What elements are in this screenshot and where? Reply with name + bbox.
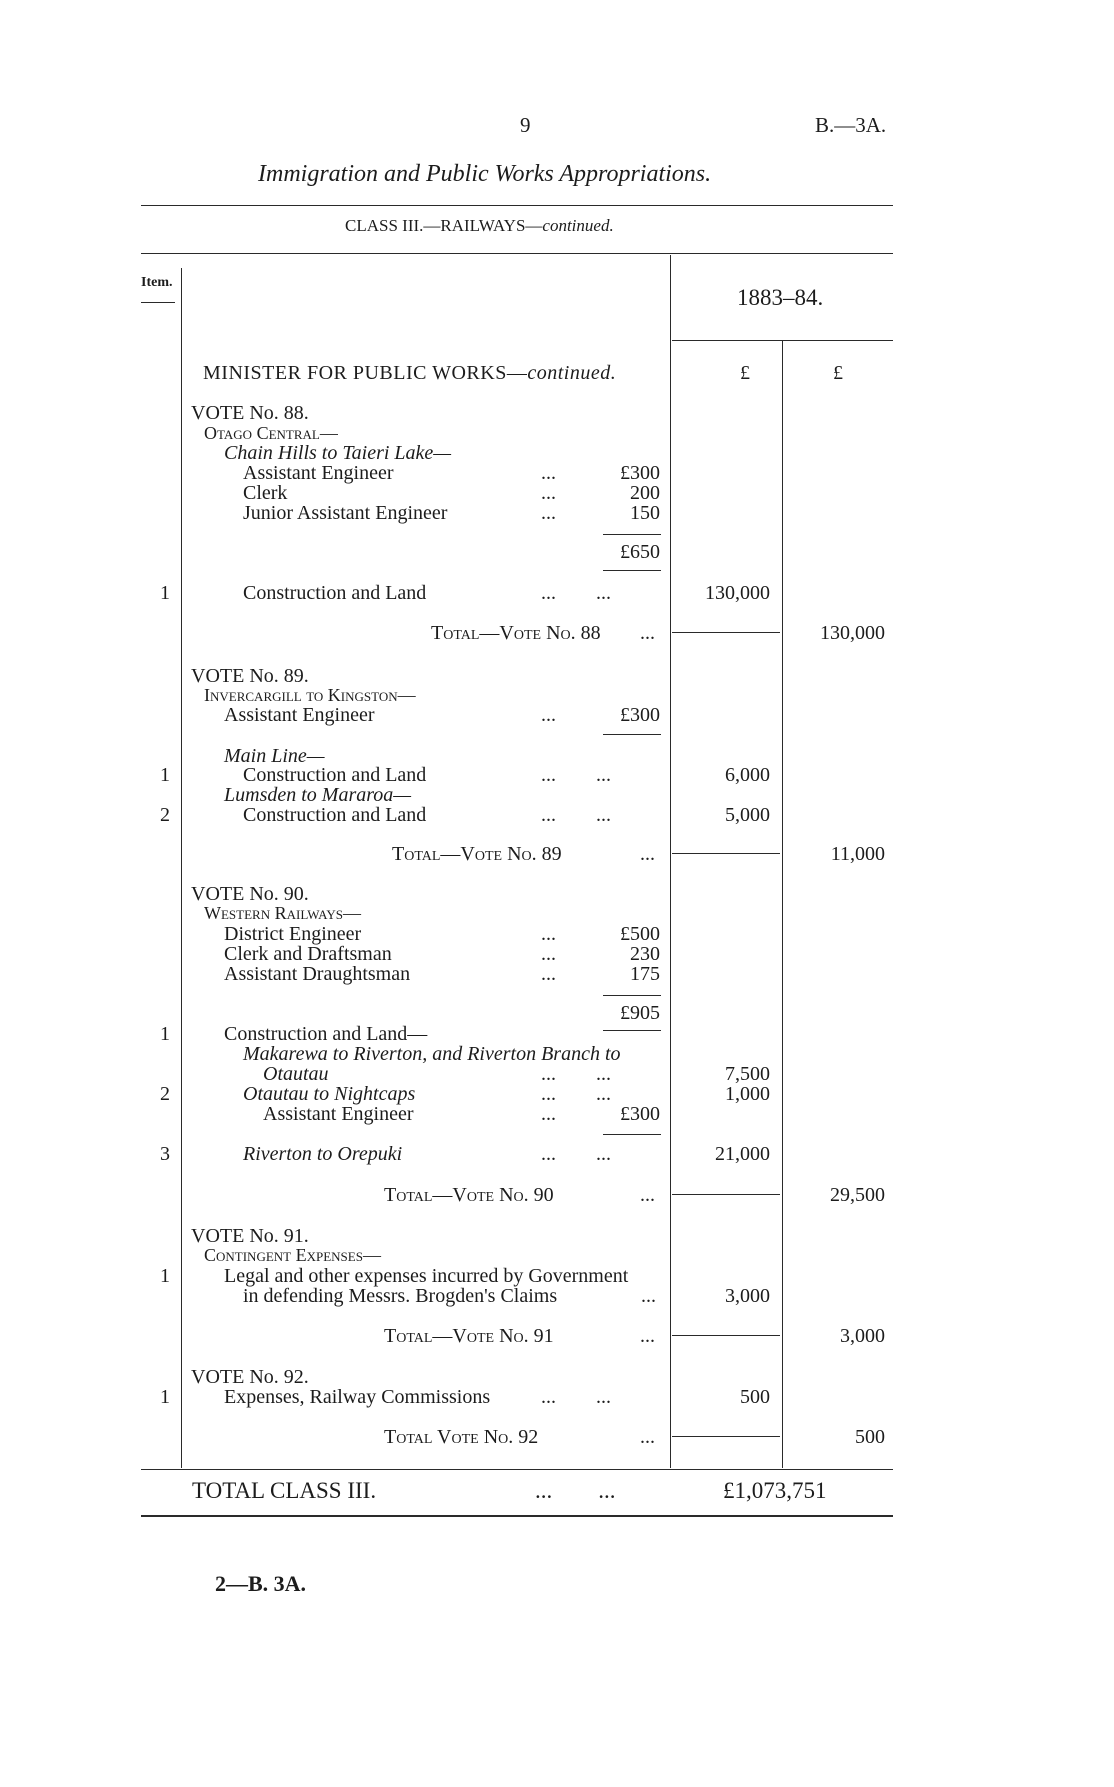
vote-88-staff-rule [603, 534, 661, 535]
vote-88-staff-label: Clerk [243, 482, 288, 504]
page-number: 9 [520, 113, 531, 137]
printer-signature: 2—B. 3A. [215, 1571, 307, 1596]
vote-91-line-2: in defending Messrs. Brogden's Claims [243, 1285, 558, 1307]
vote-89-item-1-number: 1 [160, 764, 170, 786]
vote-89-item-1-dots: ... ... [541, 764, 611, 786]
vote-88-item-dots: ... ... [541, 582, 611, 604]
vote-91-heading: VOTE No. 91. [191, 1225, 309, 1247]
vote-90-staff-amount: 230 [630, 943, 660, 965]
vote-92-item-amount: 500 [740, 1386, 770, 1408]
vote-90-item-3-number: 3 [160, 1143, 170, 1165]
vote-89-staff-label: Assistant Engineer [224, 704, 375, 726]
vote-91-amount: 3,000 [725, 1285, 770, 1307]
vote-90-total-dots: ... [640, 1184, 655, 1206]
vote-92-item-label: Expenses, Railway Commissions [224, 1386, 491, 1408]
item-column-header: Item. [141, 275, 173, 290]
vote-92-heading: VOTE No. 92. [191, 1366, 309, 1388]
vote-90-staff-total-rule [603, 1030, 661, 1031]
grand-total-amount: £1,073,751 [723, 1478, 827, 1503]
vote-90-total-amount: 29,500 [830, 1184, 885, 1206]
vote-91-total-amount: 3,000 [840, 1325, 885, 1347]
vote-88-staff-label: Junior Assistant Engineer [243, 502, 448, 524]
vote-90-nightcaps: Otautau to Nightcaps [243, 1083, 416, 1105]
vote-89-item-2-dots: ... ... [541, 804, 611, 826]
vote-89-heading: VOTE No. 89. [191, 665, 309, 687]
vote-91-subheading: Contingent Expenses— [204, 1245, 381, 1265]
vote-88-staff-total-rule [603, 570, 661, 571]
minister-heading-continued: continued. [527, 362, 617, 384]
vote-90-staff-label: District Engineer [224, 923, 362, 945]
vote-90-construction-heading: Construction and Land— [224, 1023, 428, 1045]
vote-90-otautau-amount: 7,500 [725, 1063, 770, 1085]
grand-total-label: TOTAL CLASS III. [192, 1478, 377, 1503]
vote-92-total-rule [672, 1436, 780, 1437]
class-heading-text: CLASS III.—RAILWAYS— [345, 216, 543, 235]
vote-88-heading: VOTE No. 88. [191, 402, 309, 424]
header-rule [141, 205, 893, 206]
vote-90-staff-label: Assistant Draughtsman [224, 963, 411, 985]
vote-90-item-2-number: 2 [160, 1083, 170, 1105]
vote-88-subheading: Otago Central— [204, 423, 338, 443]
page-title: Immigration and Public Works Appropriations. [258, 161, 712, 187]
vote-89-subheading: Invercargill to Kingston— [204, 685, 416, 705]
vote-88-staff-amount: £300 [620, 462, 660, 484]
vote-90-nightcaps-amount: 1,000 [725, 1083, 770, 1105]
vote-89-total-amount: 11,000 [830, 843, 885, 865]
vote-88-staff-dots: ... [541, 502, 556, 524]
class-heading-continued: continued. [542, 216, 614, 235]
year-header-underline [672, 340, 893, 341]
class-heading [345, 216, 614, 236]
vote-90-nightcaps-dots: ... ... [541, 1083, 611, 1105]
minister-heading-text: MINISTER FOR PUBLIC WORKS— [203, 362, 528, 384]
table-top-rule [141, 253, 893, 254]
vote-89-staff-amount: £300 [620, 704, 660, 726]
vote-89-item-1-label: Construction and Land [243, 764, 427, 786]
vote-89-lumsden: Lumsden to Mararoa— [224, 784, 412, 806]
vote-90-otautau-dots: ... ... [541, 1063, 611, 1085]
vote-90-orepuki-amount: 21,000 [715, 1143, 770, 1165]
vote-92-item-number: 1 [160, 1386, 170, 1408]
vote-90-assistant-dots: ... [541, 1103, 556, 1125]
vote-90-total-rule [672, 1194, 780, 1195]
vote-89-item-2-number: 2 [160, 804, 170, 826]
vote-90-otautau: Otautau [263, 1063, 329, 1085]
vote-88-item-label: Construction and Land [243, 582, 427, 604]
vote-89-total-rule [672, 853, 780, 854]
vote-91-total-dots: ... [640, 1325, 655, 1347]
vote-88-total-label: Total—Vote No. 88 [431, 622, 601, 644]
vote-90-staff-rule [603, 995, 661, 996]
vote-90-total-label: Total—Vote No. 90 [384, 1184, 554, 1206]
vote-90-orepuki-dots: ... ... [541, 1143, 611, 1165]
vote-90-staff-label: Clerk and Draftsman [224, 943, 392, 965]
vote-92-total-dots: ... [640, 1426, 655, 1448]
item-header-underline [141, 302, 175, 303]
grand-total-top-rule [141, 1469, 893, 1470]
vote-88-staff-total: £650 [620, 541, 660, 563]
vote-90-assistant-label: Assistant Engineer [263, 1103, 414, 1125]
vote-90-item-1-number: 1 [160, 1023, 170, 1045]
vote-91-item-number: 1 [160, 1265, 170, 1287]
vote-90-staff-amount: 175 [630, 963, 660, 985]
vote-92-total-label: Total Vote No. 92 [384, 1426, 539, 1448]
pound-header-detail: £ [740, 362, 750, 384]
vote-89-total-dots: ... [640, 843, 655, 865]
vote-90-staff-dots: ... [541, 943, 556, 965]
vote-89-item-2-amount: 5,000 [725, 804, 770, 826]
vote-88-staff-dots: ... [541, 462, 556, 484]
amount-subcolumn-divider [782, 340, 783, 1468]
vote-90-staff-total: £905 [620, 1002, 660, 1024]
vote-88-staff-dots: ... [541, 482, 556, 504]
vote-92-total-amount: 500 [855, 1426, 885, 1448]
amount-column-divider [670, 255, 671, 1468]
vote-88-staff-amount: 150 [630, 502, 660, 524]
vote-90-heading: VOTE No. 90. [191, 883, 309, 905]
vote-90-makarewa: Makarewa to Riverton, and Riverton Branch to [243, 1043, 621, 1065]
year-column-header: 1883–84. [737, 285, 824, 310]
vote-90-subheading: Western Railways— [204, 903, 361, 923]
minister-heading [203, 362, 616, 385]
vote-88-staff-amount: 200 [630, 482, 660, 504]
vote-88-total-dots: ... [640, 622, 655, 644]
vote-89-staff-rule [603, 734, 661, 735]
vote-88-total-amount: 130,000 [820, 622, 885, 644]
vote-90-assistant-amount: £300 [620, 1103, 660, 1125]
vote-88-item-amount: 130,000 [705, 582, 770, 604]
vote-89-item-2-label: Construction and Land [243, 804, 427, 826]
pound-header-total: £ [833, 362, 843, 384]
vote-90-staff-dots: ... [541, 923, 556, 945]
vote-91-dots: ... [641, 1285, 656, 1307]
grand-total-bottom-rule [141, 1515, 893, 1517]
item-column-divider [181, 268, 182, 1468]
paper-reference: B.—3A. [815, 113, 887, 137]
vote-89-staff-dots: ... [541, 704, 556, 726]
vote-89-total-label: Total—Vote No. 89 [392, 843, 562, 865]
vote-88-total-rule [672, 632, 780, 633]
vote-92-item-dots: ... ... [541, 1386, 611, 1408]
vote-90-orepuki: Riverton to Orepuki [243, 1143, 403, 1165]
vote-88-section: Chain Hills to Taieri Lake— [224, 442, 452, 464]
vote-91-total-label: Total—Vote No. 91 [384, 1325, 554, 1347]
grand-total-dots: ... ... [535, 1478, 616, 1503]
vote-89-main-line: Main Line— [224, 745, 325, 767]
vote-90-staff-dots: ... [541, 963, 556, 985]
vote-89-item-1-amount: 6,000 [725, 764, 770, 786]
vote-88-item-number: 1 [160, 582, 170, 604]
vote-90-assistant-rule [603, 1134, 661, 1135]
vote-91-line-1: Legal and other expenses incurred by Government [224, 1265, 629, 1287]
vote-90-staff-amount: £500 [620, 923, 660, 945]
vote-91-total-rule [672, 1335, 780, 1336]
vote-88-staff-label: Assistant Engineer [243, 462, 394, 484]
